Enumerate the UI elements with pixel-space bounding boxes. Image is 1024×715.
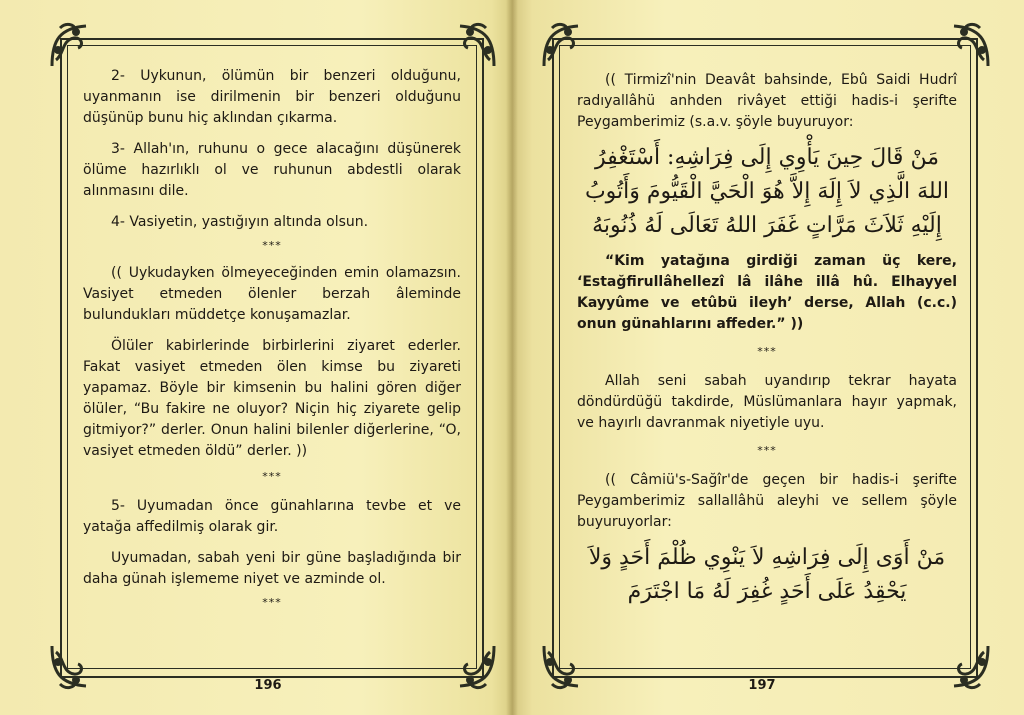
corner-ornament-icon: [538, 20, 594, 72]
paragraph-item-2: 2- Uykunun, ölümün bir benzeri olduğunu, uyanmanın ise dirilmenin bir benzeri olduğunu düşünüp bunu hiç aklından çıkarma.: [83, 68, 461, 126]
page-number: 197: [748, 678, 776, 693]
paragraph-item-4: 4- Vasiyetin, yastığıyın altında olsun.: [111, 214, 369, 230]
corner-ornament-icon: [938, 20, 994, 72]
paragraph-visiting-dead: Ölüler kabirlerinde birbirlerini ziyaret ederler. Fakat vasiyet etmeden ölen kimse bu ziyareti yapamaz. Böyle bir kimsenin bu halini gören diğer ölüler, “Bu fakire ne oluyor? Niçin hiç ziyarete gelip gitmiyor?” derler. Onun halini bilenler diğerlerine, “O, vasiyet etmeden öldü” derler. )): [83, 338, 461, 459]
section-separator: ***: [757, 345, 777, 358]
corner-ornament-icon: [444, 20, 500, 72]
section-separator: ***: [262, 596, 282, 609]
hadith-intro-tirmizi: (( Tirmizî'nin Deavât bahsinde, Ebû Saidi Hudrî radıyallâhü anhden rivâyet ettiği hadis-i şerifte Peygamberimiz (s.a.v. şöyle buyuruyor:: [577, 72, 957, 130]
arabic-hadith-1: مَنْ قَالَ حِينَ يَأْوِي إِلَى فِرَاشِهِ: أَسْتَغْفِرُ اللهَ الَّذِي لاَ إِلَهَ إِلاَّ هُوَ الْحَيَّ الْقَيُّومَ وَأَتُوبُ إِلَيْهِ ثَلاَثَ مَرَّاتٍ غَفَرَ اللهُ تَعَالَى لَهُ ذُنُوبَهُ: [584, 145, 950, 238]
paragraph-item-3: 3- Allah'ın, ruhunu o gece alacağını düşünerek ölüme hazırlıklı ol ve ruhunun abdestli olarak alınmasını dile.: [83, 141, 461, 199]
book-gutter: [506, 0, 518, 715]
corner-ornament-icon: [538, 640, 594, 692]
arabic-hadith-2: مَنْ أَوَى إِلَى فِرَاشِهِ لاَ يَنْوِي ظُلْمَ أَحَدٍ وَلاَ يَحْقِدُ عَلَى أَحَدٍ غُفِرَ لَهُ مَا اجْتَرَمَ: [588, 545, 946, 604]
corner-ornament-icon: [46, 640, 102, 692]
hadith-intro-camius-sagir: (( Câmiü's-Sağîr'de geçen bir hadis-i şerifte Peygamberimiz sallallâhü aleyhi ve sellem şöyle buyuruyorlar:: [577, 472, 957, 530]
corner-ornament-icon: [938, 640, 994, 692]
hadith-translation-1: “Kim yatağına girdiği zaman üç kere, ‘Estağfirullâhellezî lâ ilâhe illâ hû. Elhayyel Kayyûme ve etûbü ileyh’ derse, Allah (c.c.) onun günahlarını affeder.” )): [577, 253, 957, 332]
paragraph-item-5: 5- Uyumadan önce günahlarına tevbe et ve yatağa affedilmiş olarak gir.: [83, 498, 461, 535]
section-separator: ***: [262, 239, 282, 252]
corner-ornament-icon: [46, 20, 102, 72]
right-page: [512, 0, 1024, 715]
corner-ornament-icon: [444, 640, 500, 692]
right-page-text: [577, 70, 957, 609]
paragraph-morning-intention: Allah seni sabah uyandırıp tekrar hayata döndürdüğü takdirde, Müslümanlara hayır yapmak, ve hayırlı davranmak niyetiyle uyu.: [577, 373, 957, 431]
paragraph-quote-will: (( Uykudayken ölmeyeceğinden emin olamazsın. Vasiyet etmeden ölenler berzah âleminde bulundukları müddetçe konuşamazlar.: [83, 265, 461, 323]
page-number: 196: [254, 678, 282, 693]
left-page-text: [83, 66, 461, 610]
section-separator: ***: [262, 470, 282, 483]
section-separator: ***: [757, 444, 777, 457]
paragraph-intention: Uyumadan, sabah yeni bir güne başladığında bir daha günah işlememe niyet ve azminde ol.: [83, 550, 461, 587]
